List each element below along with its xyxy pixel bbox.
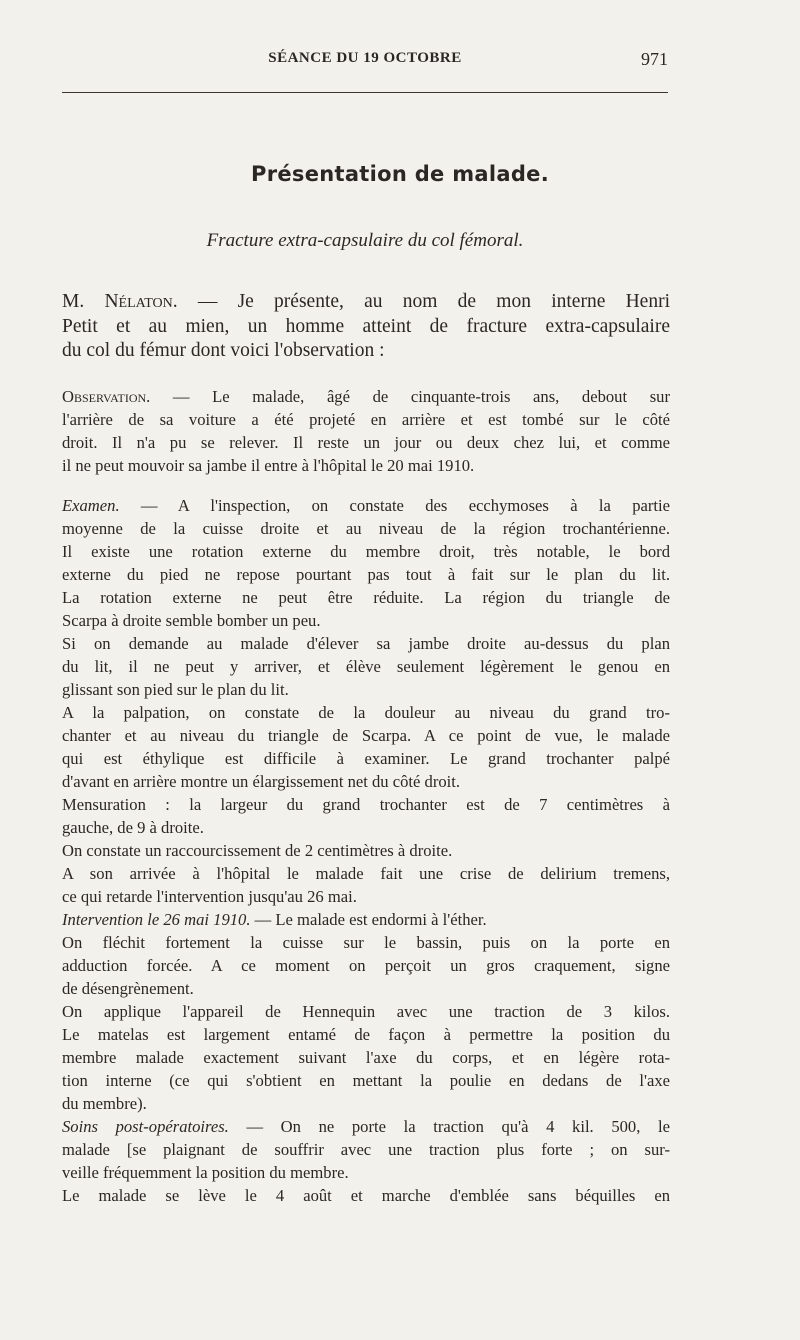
examen-line: externe du pied ne repose pourtant pas tout à fait sur le plan du lit. xyxy=(62,565,670,584)
examen-line: Scarpa à droite semble bomber un peu. xyxy=(62,611,321,630)
examen-line: gauche, de 9 à droite. xyxy=(62,818,204,837)
examen-line: On constate un raccourcissement de 2 centimètres à droite. xyxy=(62,841,453,860)
intervention-line: membre malade exactement suivant l'axe du corps, et en légère rota- xyxy=(62,1048,670,1067)
intervention-line: adduction forcée. A ce moment on perçoit un gros craquement, signe xyxy=(62,956,670,975)
examen-line: Mensuration : la largeur du grand trochanter est de 7 centimètres à xyxy=(62,795,670,814)
soins-line: Le malade se lève le 4 août et marche d'emblée sans béquilles en xyxy=(62,1186,670,1205)
article-subtitle: Fracture extra-capsulaire du col fémoral. xyxy=(206,230,524,251)
page-number: 971 xyxy=(641,49,668,69)
intervention-line: On applique l'appareil de Hennequin avec une traction de 3 kilos. xyxy=(62,1002,670,1021)
intervention-line: du membre). xyxy=(62,1094,147,1113)
examen-line: La rotation externe ne peut être réduite. La région du triangle de xyxy=(62,588,670,607)
observation-line: droit. Il n'a pu se relever. Il reste un jour ou deux chez lui, et comme xyxy=(62,433,670,452)
header-rule xyxy=(62,92,668,93)
examen-section xyxy=(62,494,670,908)
section-title: Présentation de malade. xyxy=(251,162,549,186)
intervention-line: de désengrènement. xyxy=(62,979,194,998)
soins-section xyxy=(62,1115,670,1207)
intro-line: Petit et au mien, un homme atteint de fracture extra-capsulaire xyxy=(62,315,670,337)
soins-line: malade [se plaignant de souffrir avec une traction plus forte ; on sur- xyxy=(62,1140,670,1159)
soins-label: Soins post-opératoires. xyxy=(62,1117,229,1136)
observation-label: Observation. xyxy=(62,387,151,406)
examen-line: qui est éthylique est difficile à examiner. Le grand trochanter palpé xyxy=(62,749,670,768)
intervention-line: Le matelas est largement entamé de façon à permettre la position du xyxy=(62,1025,670,1044)
examen-line: A la palpation, on constate de la douleur au niveau du grand tro- xyxy=(62,703,670,722)
running-head xyxy=(62,50,668,74)
intervention-line: tion interne (ce qui s'obtient en mettant la poulie en dedans de l'axe xyxy=(62,1071,670,1090)
intervention-line: Intervention le 26 mai 1910. — Le malade est endormi à l'éther. xyxy=(62,910,487,929)
intervention-line: On fléchit fortement la cuisse sur le bassin, puis on la porte en xyxy=(62,933,670,952)
observation-paragraph xyxy=(62,385,670,477)
examen-line: Examen. — A l'inspection, on constate des ecchymoses à la partie xyxy=(62,496,670,515)
intro-line: du col du fémur dont voici l'observation : xyxy=(62,340,385,361)
examen-label: Examen. xyxy=(62,496,120,515)
intro-paragraph xyxy=(62,290,670,364)
observation-line: l'arrière de sa voiture a été projeté en arrière et est tombé sur le côté xyxy=(62,410,670,429)
intervention-label: Intervention le 26 mai 1910. xyxy=(62,910,251,929)
observation-line: il ne peut mouvoir sa jambe il entre à l'hôpital le 20 mai 1910. xyxy=(62,456,475,475)
soins-line: veille fréquemment la position du membre. xyxy=(62,1163,349,1182)
examen-line: d'avant en arrière montre un élargissement net du côté droit. xyxy=(62,772,461,791)
intro-line: M. Nélaton. — Je présente, au nom de mon interne Henri xyxy=(62,291,670,312)
speaker-name: M. Nélaton. xyxy=(62,291,178,312)
examen-line: Si on demande au malade d'élever sa jambe droite au-dessus du plan xyxy=(62,634,670,653)
running-title: SÉANCE DU 19 OCTOBRE xyxy=(268,50,462,66)
examen-line: ce qui retarde l'intervention jusqu'au 26 mai. xyxy=(62,887,357,906)
examen-line: glissant son pied sur le plan du lit. xyxy=(62,680,289,699)
examen-line: Il existe une rotation externe du membre droit, très notable, le bord xyxy=(62,542,670,561)
intervention-section xyxy=(62,908,670,1115)
soins-line: Soins post-opératoires. — On ne porte la traction qu'à 4 kil. 500, le xyxy=(62,1117,670,1136)
examen-line: chanter et au niveau du triangle de Scarpa. A ce point de vue, le malade xyxy=(62,726,670,745)
examen-line: A son arrivée à l'hôpital le malade fait une crise de delirium tremens, xyxy=(62,864,670,883)
examen-line: du lit, il ne peut y arriver, et élève seulement légèrement le genou en xyxy=(62,657,670,676)
observation-line: Observation. — Le malade, âgé de cinquante-trois ans, debout sur xyxy=(62,387,670,406)
examen-line: moyenne de la cuisse droite et au niveau de la région trochantérienne. xyxy=(62,519,670,538)
